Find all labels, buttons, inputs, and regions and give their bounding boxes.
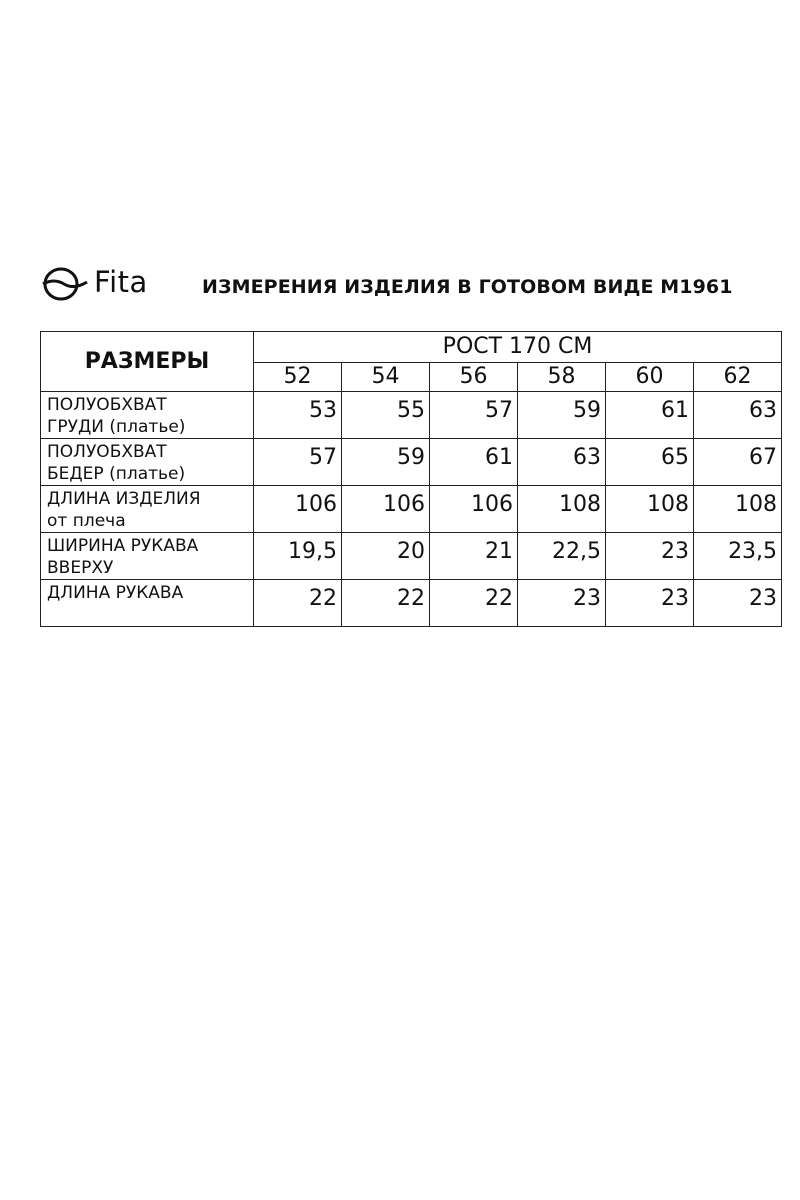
table-cell: 22 <box>430 580 518 627</box>
table-cell: 21 <box>430 533 518 580</box>
row-label <box>41 580 254 627</box>
fita-logo-icon <box>42 262 88 302</box>
row-label <box>41 486 254 533</box>
table-cell: 57 <box>430 392 518 439</box>
size-number: 54 <box>342 363 430 392</box>
row-label-line: ПОЛУОБХВАТ <box>47 395 167 415</box>
sizes-header: РАЗМЕРЫ <box>41 332 254 392</box>
table-cell: 23 <box>694 580 782 627</box>
table-header-row <box>41 332 782 363</box>
size-number: 52 <box>254 363 342 392</box>
table-cell: 22 <box>254 580 342 627</box>
table-cell: 23,5 <box>694 533 782 580</box>
size-number: 58 <box>518 363 606 392</box>
row-label-line: от плеча <box>47 511 126 531</box>
size-number: 56 <box>430 363 518 392</box>
size-chart-table <box>40 331 782 627</box>
row-label-line: БЕДЕР (платье) <box>47 464 186 484</box>
table-cell: 61 <box>430 439 518 486</box>
table-cell: 57 <box>254 439 342 486</box>
table-cell: 108 <box>694 486 782 533</box>
table-cell: 63 <box>518 439 606 486</box>
table-cell: 19,5 <box>254 533 342 580</box>
row-label-line: ГРУДИ (платье) <box>47 417 186 437</box>
height-header: РОСТ 170 СМ <box>254 332 782 363</box>
table-cell: 59 <box>518 392 606 439</box>
table-cell: 108 <box>518 486 606 533</box>
table-cell: 23 <box>606 580 694 627</box>
row-label <box>41 533 254 580</box>
row-label-line: ПОЛУОБХВАТ <box>47 442 167 462</box>
table-cell: 20 <box>342 533 430 580</box>
row-label <box>41 392 254 439</box>
brand-name: Fita <box>94 265 148 299</box>
table-row <box>41 486 782 533</box>
row-label-line: ШИРИНА РУКАВА <box>47 536 199 556</box>
page-title: ИЗМЕРЕНИЯ ИЗДЕЛИЯ В ГОТОВОМ ВИДЕ М1961 <box>202 276 733 298</box>
table-cell: 23 <box>606 533 694 580</box>
row-label-line: ДЛИНА РУКАВА <box>47 583 184 603</box>
table-row <box>41 392 782 439</box>
row-label-line: ВВЕРХУ <box>47 558 114 578</box>
table-cell: 59 <box>342 439 430 486</box>
table-cell: 106 <box>342 486 430 533</box>
table-cell: 55 <box>342 392 430 439</box>
table-row <box>41 580 782 627</box>
table-cell: 108 <box>606 486 694 533</box>
size-number: 60 <box>606 363 694 392</box>
table-row <box>41 439 782 486</box>
table-cell: 22,5 <box>518 533 606 580</box>
row-label <box>41 439 254 486</box>
table-cell: 61 <box>606 392 694 439</box>
table-cell: 53 <box>254 392 342 439</box>
row-label-line: ДЛИНА ИЗДЕЛИЯ <box>47 489 201 509</box>
table-cell: 23 <box>518 580 606 627</box>
table-cell: 22 <box>342 580 430 627</box>
table-cell: 63 <box>694 392 782 439</box>
size-number: 62 <box>694 363 782 392</box>
document-header <box>42 260 782 310</box>
table-cell: 106 <box>254 486 342 533</box>
table-row <box>41 533 782 580</box>
table-cell: 67 <box>694 439 782 486</box>
table-cell: 106 <box>430 486 518 533</box>
table-cell: 65 <box>606 439 694 486</box>
brand-logo <box>42 260 148 304</box>
